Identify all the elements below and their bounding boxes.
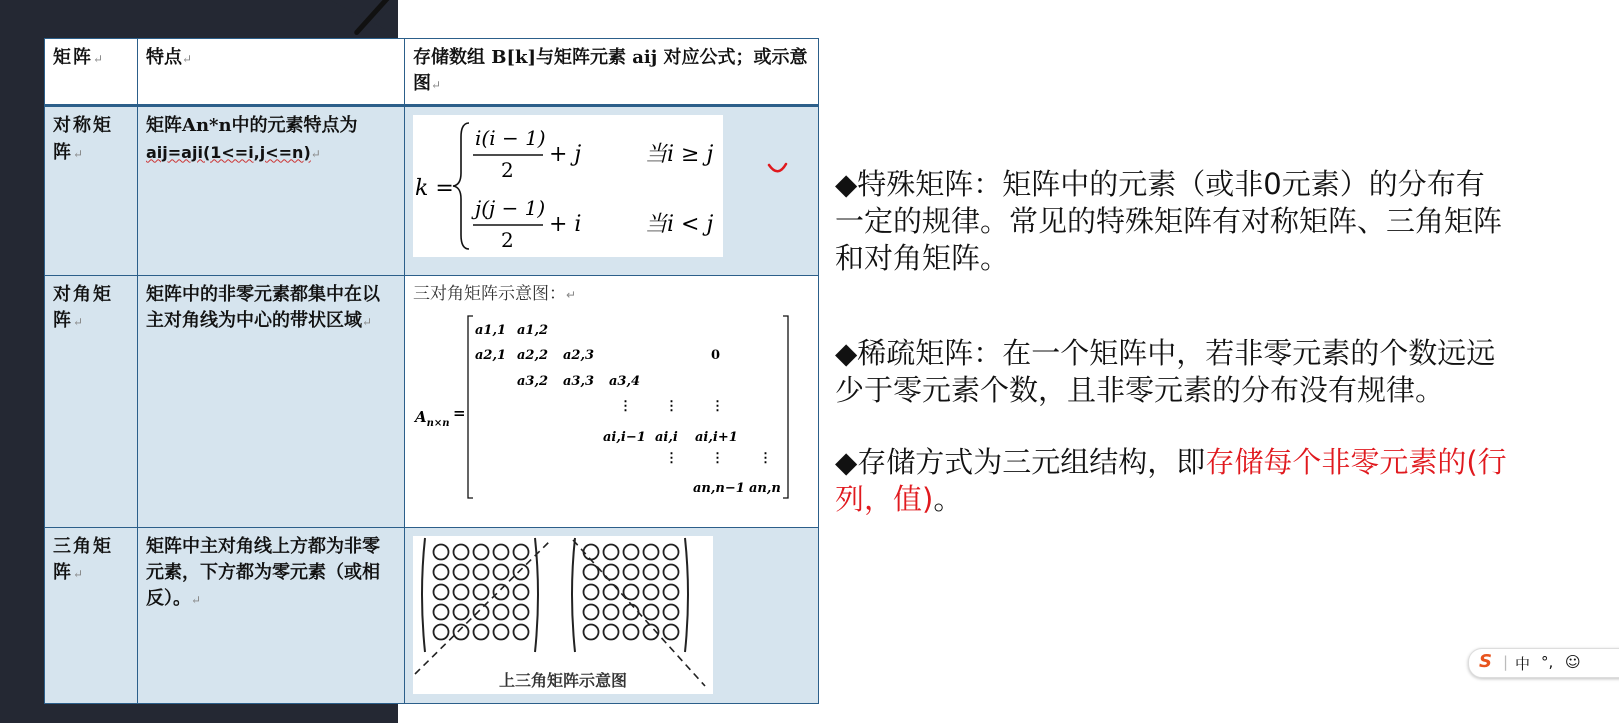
right-grid-left-bracket xyxy=(572,538,575,652)
right-grid-element-circle xyxy=(644,544,659,559)
note-storage-line1 xyxy=(835,444,1507,481)
right-grid-element-circle xyxy=(584,544,599,559)
left-grid-element-circle xyxy=(434,564,449,579)
right-grid-element-circle xyxy=(644,604,659,619)
header-feature: 特点↵ xyxy=(138,39,405,106)
right-grid-element-circle xyxy=(664,544,679,559)
right-grid-element-circle xyxy=(664,624,679,639)
vdots: ⋮ xyxy=(665,399,678,415)
case2-numerator: j(j − 1) xyxy=(475,196,546,221)
entry-ann: an,n xyxy=(749,481,781,497)
left-grid-element-circle xyxy=(474,584,489,599)
vdots: ⋮ xyxy=(619,399,632,415)
tridiagonal-matrix-svg xyxy=(413,306,808,504)
left-grid-left-bracket xyxy=(422,538,425,652)
ime-more-icon[interactable]: ☺ xyxy=(1565,653,1581,671)
right-grid-element-circle xyxy=(664,564,679,579)
entry-a22: a2,2 xyxy=(517,348,549,364)
vdots: ⋮ xyxy=(665,451,678,467)
row-triangular-diagram xyxy=(405,527,819,703)
matrix-zero: 0 xyxy=(711,348,721,364)
storage-highlight-1: 存储每个非零元素的(行 xyxy=(1205,445,1507,479)
left-grid-element-circle xyxy=(474,564,489,579)
left-grid-element-circle xyxy=(494,624,509,639)
storage-prefix: ◆存储方式为三元组结构，即 xyxy=(835,445,1206,479)
left-grid-element-circle xyxy=(434,624,449,639)
slide-corner-wedge xyxy=(330,0,398,36)
red-pen-mark xyxy=(766,160,790,180)
right-grid-element-circle xyxy=(624,604,639,619)
left-grid-element-circle xyxy=(454,624,469,639)
ime-lang-toggle[interactable]: 中 xyxy=(1515,655,1531,673)
vdots: ⋮ xyxy=(711,399,724,415)
right-grid-element-circle xyxy=(604,544,619,559)
case2-addend: + i xyxy=(549,212,582,238)
row-diagonal-name: 对角矩阵↵ xyxy=(45,275,138,527)
left-grid-element-circle xyxy=(494,544,509,559)
left-grid-element-circle xyxy=(454,604,469,619)
left-grid-element-circle xyxy=(494,584,509,599)
right-grid-element-circle xyxy=(664,584,679,599)
vdots: ⋮ xyxy=(711,451,724,467)
left-grid-element-circle xyxy=(514,584,529,599)
left-grid-element-circle xyxy=(474,604,489,619)
ime-divider: | xyxy=(1503,653,1509,671)
left-grid-element-circle xyxy=(434,584,449,599)
right-grid-element-circle xyxy=(584,604,599,619)
right-grid-element-circle xyxy=(664,604,679,619)
entry-a34: a3,4 xyxy=(609,374,641,390)
entry-a21: a2,1 xyxy=(475,348,507,364)
right-grid-element-circle xyxy=(584,564,599,579)
case1-addend: + j xyxy=(549,142,582,168)
matrix-label: $A_{n\times n}$ xyxy=(415,408,450,430)
entry-a23: a2,3 xyxy=(563,348,595,364)
row-diagonal-feature: 矩阵中的非零元素都集中在以主对角线为中心的带状区域↵ xyxy=(138,275,405,527)
left-grid-element-circle xyxy=(494,564,509,579)
matrix-left-bracket xyxy=(468,316,473,498)
symmetric-formula-svg xyxy=(413,115,723,257)
case1-condition: 当i ≥ j xyxy=(645,142,714,168)
ime-toolbar[interactable] xyxy=(1468,648,1619,678)
left-grid-element-circle xyxy=(454,584,469,599)
triangular-image xyxy=(413,536,713,694)
right-grid-element-circle xyxy=(644,584,659,599)
vdots: ⋮ xyxy=(759,451,772,467)
formula-lhs: k = xyxy=(415,176,454,202)
left-grid-element-circle xyxy=(514,544,529,559)
right-grid-element-circle xyxy=(584,584,599,599)
note-special-line1: ◆特殊矩阵：矩阵中的元素（或非0元素）的分布有 xyxy=(835,167,1485,201)
entry-an-n-1: an,n−1 xyxy=(693,481,745,497)
case1-denominator: 2 xyxy=(501,158,514,183)
row-diagonal-diagram xyxy=(405,275,819,527)
matrix-equals: = xyxy=(453,404,466,423)
formula-brace xyxy=(453,123,469,249)
sogou-logo-icon[interactable]: S xyxy=(1479,651,1492,672)
case1-numerator: i(i − 1) xyxy=(475,126,546,151)
left-grid-element-circle xyxy=(454,544,469,559)
header-matrix: 矩阵↵ xyxy=(45,39,138,106)
entry-a33: a3,3 xyxy=(563,374,595,390)
left-grid-element-circle xyxy=(514,624,529,639)
header-formula: 存储数组 B[k]与矩阵元素 aij 对应公式；或示意图↵ xyxy=(405,39,819,106)
right-grid-element-circle xyxy=(584,624,599,639)
case2-condition: 当i < j xyxy=(645,212,714,238)
matrix-right-bracket xyxy=(783,316,788,498)
left-grid-element-circle xyxy=(454,564,469,579)
row-symmetric-name: 对称矩阵↵ xyxy=(45,106,138,275)
note-storage-line2 xyxy=(835,481,962,518)
row-symmetric-feature: 矩阵An*n中的元素特点为 aij=aji(1<=i,j<=n)↵ xyxy=(138,106,405,275)
case2-denominator: 2 xyxy=(501,228,514,253)
symmetric-formula-image xyxy=(413,115,723,257)
right-grid-element-circle xyxy=(624,624,639,639)
triangular-caption: 上三角矩阵示意图 xyxy=(498,670,628,690)
right-grid-element-circle xyxy=(604,624,619,639)
right-grid-element-circle xyxy=(624,564,639,579)
note-sparse-line1: ◆稀疏矩阵：在一个矩阵中，若非零元素的个数远远 xyxy=(835,336,1496,370)
storage-suffix: 。 xyxy=(933,482,963,516)
entry-a11: a1,1 xyxy=(475,323,507,339)
entry-a12: a1,2 xyxy=(517,323,549,339)
entry-ai-i-1: ai,i−1 xyxy=(603,430,646,446)
row-triangular-name: 三角矩阵↵ xyxy=(45,527,138,703)
triangular-matrix-svg xyxy=(413,536,713,694)
left-grid-element-circle xyxy=(474,544,489,559)
storage-highlight-2: 列，值) xyxy=(835,482,934,516)
entry-a32: a3,2 xyxy=(517,374,549,390)
tridiagonal-title: 三对角矩阵示意图：↵ xyxy=(413,283,577,304)
left-grid-element-circle xyxy=(514,604,529,619)
right-grid-element-circle xyxy=(644,564,659,579)
entry-ai-i+1: ai,i+1 xyxy=(695,430,738,446)
left-grid-element-circle xyxy=(474,624,489,639)
matrix-table xyxy=(44,38,819,704)
right-grid-element-circle xyxy=(604,604,619,619)
left-grid-element-circle xyxy=(494,604,509,619)
note-sparse-line2: 少于零元素个数，且非零元素的分布没有规律。 xyxy=(835,373,1445,407)
row-symmetric-formula xyxy=(405,106,819,275)
left-grid-element-circle xyxy=(434,604,449,619)
right-grid-right-bracket xyxy=(685,538,688,652)
note-special-line3: 和对角矩阵。 xyxy=(835,241,1010,275)
note-special-line2: 一定的规律。常见的特殊矩阵有对称矩阵、三角矩阵 xyxy=(835,204,1503,238)
right-grid-element-circle xyxy=(624,544,639,559)
left-grid-element-circle xyxy=(434,544,449,559)
row-triangular-feature: 矩阵中主对角线上方都为非零元素，下方都为零元素（或相反）。↵ xyxy=(138,527,405,703)
ime-punct-toggle[interactable]: °, xyxy=(1541,653,1554,671)
left-grid-element-circle xyxy=(514,564,529,579)
entry-aii: ai,i xyxy=(655,430,678,446)
